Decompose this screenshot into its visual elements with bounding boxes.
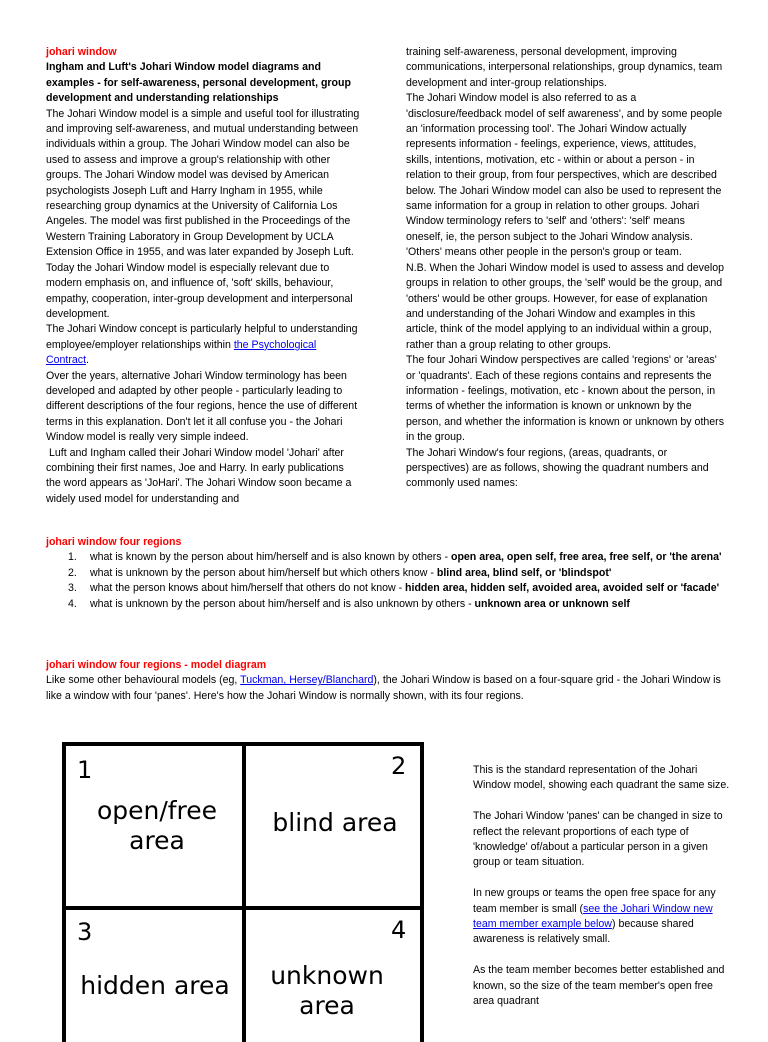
terminology-paragraph: Over the years, alternative Johari Window terminology has been developed and adapted by other people - particularly leading to different descriptions of the four regions, hence the use of different terms in this explanation. Don't let it all confuse you - the Johari Window model is really very simple indeed.: [46, 369, 358, 444]
side-explanation: [473, 763, 731, 1025]
region-item: [46, 597, 736, 612]
diagram-section: [46, 658, 736, 704]
diagram-intro: [46, 673, 736, 704]
new-team-member-link[interactable]: see the Johari Window new team member example below: [473, 902, 713, 931]
nb-paragraph: N.B. When the Johari Window model is used to assess and develop groups in relation to other groups, the 'self' would be the group, and 'others' would be other groups. However, for ease of explanation and understanding of the Johari Window and examples in this article, think of the model applying to an individual within a group, rather than a group relating to other groups.: [406, 261, 724, 351]
regions-list: [46, 550, 736, 612]
diagram-heading: johari window four regions - model diagram: [46, 659, 267, 671]
regions-heading: johari window four regions: [46, 536, 182, 548]
quadrant-3-number: 3: [77, 918, 93, 946]
quadrant-4-number: 4: [391, 916, 407, 944]
johari-grid: [62, 742, 424, 1042]
diagram-text-before: Like some other behavioural models (eg,: [46, 674, 241, 687]
perspectives-paragraph: The four Johari Window perspectives are called 'regions' or 'areas' or 'quadrants'. Each of these regions contains and represents the information - feelings, motivation, etc - known about the person, in terms of whether the information is known or unknown by the person, and whether the information is known or unknown by others in the group.: [406, 354, 724, 444]
region-item: [46, 550, 736, 565]
intro-paragraph: The Johari Window model is a simple and useful tool for illustrating and improving self-awareness, and mutual understanding between individuals within a group. The Johari Window model can also be used to assess and improve a group's relationship with other groups. The Johari Window model was devised by American psychologists Joseph Luft and Harry Ingham in 1955, while researching group dynamics at the University of California Los Angeles. The model was first published in the Proceedings of the Western Training Laboratory in Group Development by UCLA Extension Office in 1955, and was later expanded by Joseph Luft. Today the Johari Window model is especially relevant due to modern emphasis on, and influence of, 'soft' skills, behaviour, empathy, cooperation, inter-group development and interpersonal development.: [46, 107, 360, 320]
side-paragraph-2: The Johari Window 'panes' can be changed in size to reflect the relevant proportions of each type of 'knowledge' of/about a particular person in a given group or team situation.: [473, 810, 723, 869]
quadrant-4-label: unknown area: [270, 961, 384, 1020]
region-text: what the person knows about him/herself that others do not know -: [90, 582, 406, 595]
diagram-text-after: ), the Johari Window is based on a four-square grid - the Johari Window is like a window with four 'panes'. Here's how the Johari Window is normally shown, with its four regions.: [46, 674, 721, 702]
regions-section: [46, 535, 736, 612]
side-paragraph-1: This is the standard representation of the Johari Window model, showing each quadrant the same size.: [473, 764, 730, 792]
region-item: [46, 566, 736, 581]
region-number: 1.: [68, 551, 77, 564]
region-text: what is unknown by the person about him/herself but which others know -: [90, 566, 437, 579]
quadrant-2-number: 2: [391, 752, 407, 780]
psychological-contract-link[interactable]: the Psychological Contract: [46, 338, 317, 367]
left-column: [46, 45, 361, 507]
region-names: unknown area or unknown self: [474, 597, 630, 610]
region-item: [46, 581, 736, 596]
naming-paragraph: Luft and Ingham called their Johari Window model 'Johari' after combining their first names, Joe and Harry. In early publications the word appears as 'JoHari'. The Johari Window soon became a widely used model for understanding and: [46, 446, 352, 505]
region-number: 2.: [68, 566, 77, 579]
side-p3-text: In new groups or teams the open free space for any team member is small (: [473, 887, 716, 915]
region-number: 3.: [68, 582, 77, 595]
tuckman-link[interactable]: Tuckman, Hersey/Blanchard: [240, 674, 374, 687]
quadrant-1-label: open/free area: [96, 796, 218, 855]
training-paragraph: training self-awareness, personal development, improving communications, interpersonal relationships, group dynamics, team development and inter-group relationships.: [406, 46, 723, 89]
region-names: blind area, blind self, or 'blindspot': [436, 566, 612, 579]
right-column: [406, 45, 724, 492]
contract-paragraph: [46, 322, 361, 368]
regions-intro-paragraph: The Johari Window's four regions, (areas, quadrants, or perspectives) are as follows, showing the quadrant numbers and commonly used names:: [406, 446, 709, 490]
region-text: what is unknown by the person about him/herself and is also unknown by others -: [90, 597, 475, 610]
grid-horizontal-divider: [66, 906, 420, 910]
region-number: 4.: [68, 597, 77, 610]
disclosure-paragraph: The Johari Window model is also referred to as a 'disclosure/feedback model of self awareness', and by some people an 'information processing tool'. The Johari Window actually represents information - feelings, experience, views, attitudes, skills, intentions, motivation, etc - within or about a person - in relation to their group, from four perspectives, which are described below. The Johari Window model can also be used to represent the same information for a group in relation to other groups. Johari Window terminology refers to 'self' and 'others': 'self' means oneself, ie, the person subject to the Johari Window analysis. 'Others' means other people in the person's group or team.: [406, 92, 723, 259]
region-text: what is known by the person about him/herself and is also known by others -: [90, 551, 451, 564]
region-names: hidden area, hidden self, avoided area, avoided self or 'facade': [405, 582, 720, 595]
side-paragraph-3: [473, 886, 731, 948]
page-subheading: Ingham and Luft's Johari Window model diagrams and examples - for self-awareness, personal development, group development and understanding relationships: [46, 61, 351, 105]
contract-end: .: [86, 354, 89, 367]
side-p3-end: ) because shared awareness is relatively small.: [473, 918, 694, 946]
page-heading: johari window: [46, 46, 117, 58]
region-names: open area, open self, free area, free self, or 'the arena': [450, 551, 722, 564]
contract-text: The Johari Window concept is particularly helpful to understanding employee/employer relationships within: [46, 323, 358, 351]
grid-vertical-divider: [242, 746, 246, 1042]
quadrant-2-label: blind area: [272, 808, 398, 837]
quadrant-1-number: 1: [77, 756, 93, 784]
side-paragraph-4: As the team member becomes better established and known, so the size of the team member's open free area quadrant: [473, 964, 725, 1008]
quadrant-3-label: hidden area: [80, 971, 230, 1000]
